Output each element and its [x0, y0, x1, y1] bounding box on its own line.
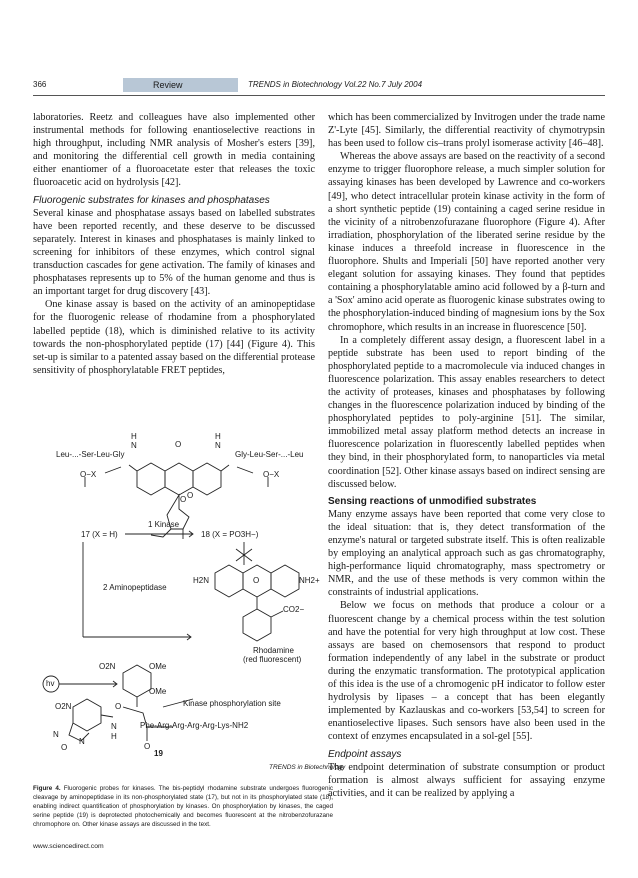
kinase-label: 1 Kinase [148, 520, 180, 529]
footer-url[interactable]: www.sciencedirect.com [33, 843, 104, 850]
peptide-19-label: Phe-Arg-Arg-Arg-Arg-Lys-NH2 [140, 721, 249, 730]
journal-info: TRENDS in Biotechnology Vol.22 No.7 July 2004 [248, 80, 423, 89]
bond-benzo [151, 529, 171, 537]
kinase-site-label: Kinase phosphorylation site [183, 699, 281, 708]
bond-nbd-n [101, 715, 113, 717]
bond-co2 [271, 611, 283, 617]
right-paragraph-6: The endpoint determination of substrate consumption or product formation is almost always sufficient for assaying enzyme activities, and it can be realized by applying a [328, 761, 605, 799]
section-heading-fluorogenic: Fluorogenic substrates for kinases and phosphatases [33, 194, 270, 206]
left-paragraph-2: Several kinase and phosphatase assays based on labelled substrates have been reported recently, and these deserve to be discussed separately. Interest in kinases and phosphatases is mainly linked to screening for inhibitors of these enzymes, which control signal transduction cascades for gene activation. The family of kinases and phosphatases represents up to 5% of the human genome and thus is an important target for drug discovery [43]. [33, 207, 315, 298]
bond-peptide-right [237, 467, 253, 473]
page-number: 366 [33, 80, 47, 89]
n-left-label: N [131, 441, 137, 450]
o2n-left-label: O2N [55, 702, 72, 711]
figure-caption-label: Figure 4. [33, 785, 61, 792]
figure-caption-text: Fluorogenic probes for kinases. The bis-peptidyl rhodamine substrate undergoes fluorogenic cleavage by aminopeptidase in its non-phosphorylated state (17), but not in its phosphorylated state (18), enabling indirect quantification of phosphorylation by kinases. On phosphorylation by kinases, the caged serine peptide (19) is deprotected photochemically and becomes fluorescent at the nitrobenzofurazane chromophore on. Other kinase assays are discussed in the text. [33, 785, 333, 828]
left-paragraph-1: laboratories. Reetz and colleagues have also implemented other instrumental methods for following enantioselective reactions in high throughput, including NMR analysis of Mosher's esters [39], and monitoring the differential cell growth in media containing either enantiomer of a fluoroacetate ester that releases the toxic fluoroacetic acid on hydrolysis [42]. [33, 112, 315, 189]
figure-credit: TRENDS in Biotechnology [269, 764, 346, 771]
section-heading-unmodified: Sensing reactions of unmodified substrates [328, 495, 537, 507]
lactone-oxygen-label: O [187, 491, 194, 500]
carbonyl-oxygen-label: O [180, 495, 187, 504]
compound-18-label: 18 (X = PO3H−) [201, 530, 259, 539]
h2n-label: H2N [193, 576, 210, 585]
hv-label: hv [46, 679, 55, 688]
rhodamine-ring-left [215, 565, 243, 597]
xanthene-ring-right [193, 463, 221, 495]
amide-n-label: N [111, 722, 117, 731]
left-column [33, 111, 315, 377]
bond-peptide-left [105, 467, 121, 473]
header-rule [33, 95, 605, 96]
figure-caption [33, 784, 333, 829]
benzofurazane-ring [73, 699, 101, 731]
benzofurazane-o-label: O [61, 743, 68, 752]
bond-nh-left [129, 465, 137, 471]
section-heading-endpoint: Endpoint assays [328, 748, 402, 760]
ring-oxygen-label: O [175, 440, 182, 449]
right-paragraph-4: Many enzyme assays have been reported that come very close to the ideal situation: that is, they detect transformation of the enzyme's natural or targeted substrate itself. This is often realizable by employing an analytical approach such as gas chromatography, high-performance liquid chromatography, mass spectrometry or NMR, and the use of these methods is very common within the constraints of industrial applications. [328, 508, 605, 599]
right-paragraph-3: In a completely different assay design, a fluorescent label in a peptide substrate has been used to report binding of the phosphorylated peptide to a macromolecule via induced changes in fluorescence polarization. This assay enables researchers to detect the activity of proteases, kinases and phosphatases by following changes in the fluorescence polarization induced by binding of the phosphorylated peptides to poly-arginine [51]. The similar, immobilized metal assay platform method detects an increase in fluorescence polarization in fluorescently labelled peptides when they bind, in their phosphorylated form, to nanoparticles via metal coordination [52]. Other kinase assays based on indirect sensing are discussed below. [328, 334, 605, 490]
ox-left-label: O−X [80, 470, 97, 479]
xanthene-ring-left [137, 463, 165, 495]
running-header [33, 78, 605, 92]
rhodamine-phenyl [243, 609, 271, 641]
n-right-label: N [215, 441, 221, 450]
compound-19-label: 19 [154, 749, 163, 758]
rhodamine-ring-right [271, 565, 299, 597]
ether-oxygen-label: O [115, 702, 122, 711]
right-paragraph-1: which has been commercialized by Invitrogen under the trade name Z'-Lyte [45]. Similarly, the differential reactivity of chymotrypsin has been used to follow cis–trans prolyl isomerase activity [46–48]. [328, 112, 605, 150]
right-paragraph-5: Below we focus on methods that produce a colour or a fluorescent change by a chemical process within the test solution and have the potential for very high throughput at low cost. These assays are based on chemosensors that respond to product formation independently of any label in the substrate or product during the enzymatic transformation. The prototypical application of this idea is the use of a chromogenic pH indicator to follow ester hydrolysis by lipases – a concept that has been elegantly implemented by Kazlauskas and co-workers [53,54] to screen for enantioselective lipases. Such sensors have also been used in the context of enzymes encapsulated in a sol-gel [55]. [328, 600, 605, 743]
section-label: Review [123, 78, 238, 92]
left-paragraph-3: One kinase assay is based on the activity of an aminopeptidase for the fluorogenic release of rhodamine from a phosphorylated labelled peptide (18), which is diminished relative to its activity towards the non-phosphorylated peptide (17) [44] (Figure 4). This set-up is similar to a patented assay based on the differential protease sensitivity of phosphorylatable FRET peptides, [33, 299, 315, 376]
h-left-label: H [131, 432, 137, 441]
ox-right-label: O−X [263, 470, 280, 479]
h-right-label: H [215, 432, 221, 441]
ome-2-label: OMe [149, 687, 167, 696]
aminopeptidase-label: 2 Aminopeptidase [103, 583, 167, 592]
figure-4 [33, 432, 346, 775]
peptide-left-label: Leu-...-Ser-Leu-Gly [56, 450, 125, 459]
co2-label: CO2− [283, 605, 305, 614]
benzofurazane-n2-label: N [79, 737, 85, 746]
nh2-label: NH2+ [299, 576, 320, 585]
right-column [328, 111, 605, 800]
peptide-right-label: Gly-Leu-Ser-...-Leu [235, 450, 304, 459]
red-fluorescent-label: (red fluorescent) [243, 655, 302, 664]
amide-oxygen-label: O [144, 742, 151, 751]
amide-h-label: H [111, 732, 117, 741]
right-paragraph-2: Whereas the above assays are based on the reactivity of a second enzyme to trigger fluorophore release, a much simpler solution for assaying kinases has been developed by Lawrence and co-workers [49], who detect intracellular protein kinase activity in the form of a short synthetic peptide (19) containing a caged serine residue in the vicinity of a nitrobenzofurazane fluorophore (Figure 4). After irradiation, phosphorylation of the liberated serine residue by the kinase induces a threefold increase in fluorescence in the fluorophore. Shults and Imperiali [50] have reported another very elegant solution for assaying kinases. They found that peptides containing a phosphorylatable amino acid followed by a β-turn and a 'Sox' amino acid operate as fluorogenic kinase substrates owing to the phosphorylation-induced binding of magnesium ions by the Sox chromophore, which results in an increase in fluorescence [50]. [328, 151, 605, 333]
o2n-top-label: O2N [99, 662, 116, 671]
nitrobenzyl-ring [123, 665, 151, 697]
compound-17-label: 17 (X = H) [81, 530, 118, 539]
ome-1-label: OMe [149, 662, 167, 671]
rhodamine-label: Rhodamine [253, 646, 294, 655]
rhodamine-oxygen-label: O [253, 576, 260, 585]
benzofurazane-n1-label: N [53, 730, 59, 739]
bond-nh-right [221, 465, 229, 471]
